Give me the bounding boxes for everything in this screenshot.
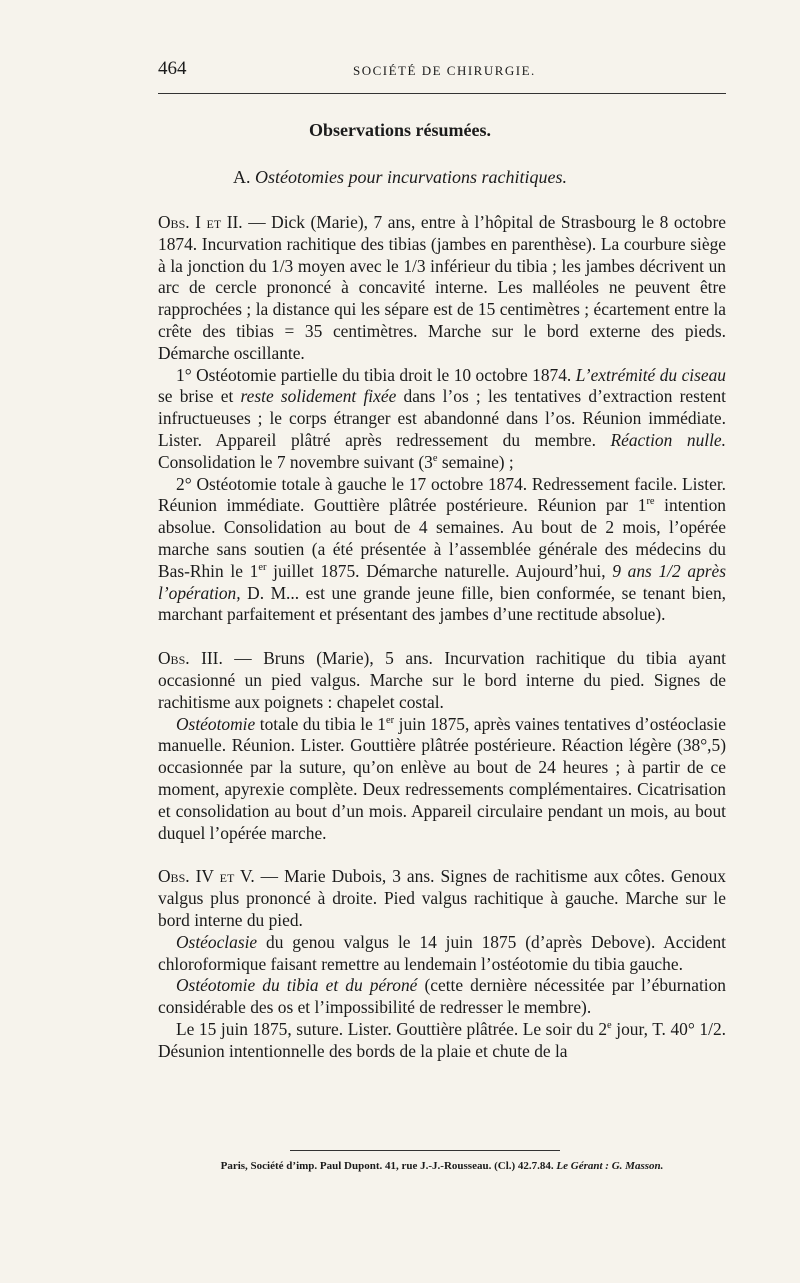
text-run: totale du tibia le 1 xyxy=(255,713,387,734)
italic-run: Réaction nulle. xyxy=(610,429,726,450)
subsection-letter: A. xyxy=(233,167,251,187)
italic-run: Ostéotomie du tibia et du péroné xyxy=(176,975,418,996)
superscript: er xyxy=(258,561,267,573)
superscript: e xyxy=(432,452,438,464)
italic-run: L’extrémité du ciseau xyxy=(575,364,726,385)
observation-text: — Marie Dubois, 3 ans. Signes de rachitisme aux côtes. Genoux valgus plus prononcé à droite. Pied valgus rachitique à gauche. Marche sur le bord interne du pied. xyxy=(158,866,726,930)
footer-rule xyxy=(290,1150,560,1151)
page-number: 464 xyxy=(158,58,187,79)
text-run: juillet 1875. Démarche naturelle. Aujourd’hui, xyxy=(266,560,613,581)
superscript: er xyxy=(386,714,395,726)
observation-label: Obs. III. xyxy=(158,648,223,669)
text-run: Le 15 juin 1875, suture. Lister. Gouttière plâtrée. Le soir du 2 xyxy=(176,1018,608,1039)
observation-text: — Bruns (Marie), 5 ans. Incurvation rachitique du tibia ayant occasionné un pied valgus. Marche sur le bord interne du pied. Signes de rachitisme aux poignets : chapelet costal. xyxy=(158,648,727,712)
text-run: D. M... est une grande jeune fille, bien conformée, se tenant bien, marchant parfaitement et présentant des jambes d’une rectitude absolue). xyxy=(158,582,726,625)
imprint-text: Paris, Société d’imp. Paul Dupont. 41, rue J.-J.-Rousseau. (Cl.) 42.7.84. xyxy=(220,1160,554,1172)
paragraph xyxy=(158,474,726,627)
imprint-gerant: Le Gérant : G. Masson. xyxy=(556,1160,664,1172)
superscript: re xyxy=(646,496,655,508)
printer-imprint xyxy=(158,1160,726,1172)
observation-3 xyxy=(158,648,726,713)
paragraph xyxy=(158,714,726,845)
observation-label: Obs. I et II. xyxy=(158,212,243,232)
subsection-title xyxy=(0,167,800,188)
text-run: juin 1875, après vaines tentatives d’ostéoclasie manuelle. Réunion. Lister. Gouttière plâtrée postérieure. Réaction légère (38°,5) occasionnée par la suture, qu’on enlève au bout de 24 heures ; à partir de ce moment, apyrexie complète. Deux redressements complémentaires. Cicatrisation et consolidation au bout d’un mois. Appareil circulaire pendant un mois, au bout duquel l’opérée marche. xyxy=(158,713,726,843)
paragraph xyxy=(158,365,726,474)
paragraph xyxy=(158,932,726,976)
italic-run: Ostéoclasie xyxy=(176,931,258,952)
text-run: (cette dernière nécessitée par l’éburnation considérable des os et l’impossibilité de redresser le membre). xyxy=(158,975,726,1018)
header-rule xyxy=(158,93,726,94)
subsection-title-text: Ostéotomies pour incurvations rachitiques. xyxy=(255,167,567,187)
superscript: e xyxy=(607,1020,612,1032)
text-run: intention absolue. Consolidation au bout de 4 semaines. Au bout de 2 mois, l’opérée marche sans soutien (a été présentée à l’assemblée générale des médecins du Bas-Rhin le 1 xyxy=(158,495,726,581)
text-run: semaine) ; xyxy=(437,451,514,472)
body-text xyxy=(158,212,726,1062)
observation-text: — Dick (Marie), 7 ans, entre à l’hôpital de Strasbourg le 8 octobre 1874. Incurvation rachitique des tibias (jambes en parenthèse). La courbure siège à la jonction du 1/3 moyen avec le 1/3 inférieur du tibia ; les jambes décrivent un arc de cercle prononcé à concavité interne. Les malléoles ne peuvent être rapprochées ; la distance qui les sépare est de 15 centimètres ; écartement entre la crête des tibias = 35 centimètres. Marche sur le bord externe des pieds. Démarche oscillante. xyxy=(158,212,726,363)
italic-run: 9 ans 1/2 après l’opération, xyxy=(158,560,727,603)
observation-1-2 xyxy=(158,212,726,365)
paragraph xyxy=(158,1019,726,1063)
text-run: se brise et xyxy=(158,386,241,407)
observation-4-5 xyxy=(158,866,726,931)
italic-run: Ostéotomie xyxy=(176,713,256,734)
text-run: jour, T. 40° 1/2. Désunion intentionnelle des bords de la plaie et chute de la xyxy=(158,1018,726,1061)
text-run: Consolidation le 7 novembre suivant (3 xyxy=(158,451,433,472)
text-run: dans l’os ; les tentatives d’extraction restent infructueuses ; le corps étranger est abandonné dans l’os. Réunion immédiate. Lister. Appareil plâtré après redressement du membre. xyxy=(158,386,726,450)
observation-label: Obs. IV et V. xyxy=(158,866,255,887)
italic-run: reste solidement fixée xyxy=(240,386,397,407)
text-run: du genou valgus le 14 juin 1875 (d’après Debove). Accident chloroformique faisant remettre au lendemain l’ostéotomie du tibia gauche. xyxy=(158,931,726,974)
paragraph xyxy=(158,975,726,1019)
text-run: 1° Ostéotomie partielle du tibia droit le 10 octobre 1874. xyxy=(176,364,576,385)
text-run: 2° Ostéotomie totale à gauche le 17 octobre 1874. Redressement facile. Lister. Réunion immédiate. Gouttière plâtrée postérieure. Réunion par 1 xyxy=(158,473,726,516)
running-head: SOCIÉTÉ DE CHIRURGIE. xyxy=(353,63,536,78)
page-header xyxy=(158,58,726,88)
section-title: Observations résumées. xyxy=(309,120,491,140)
